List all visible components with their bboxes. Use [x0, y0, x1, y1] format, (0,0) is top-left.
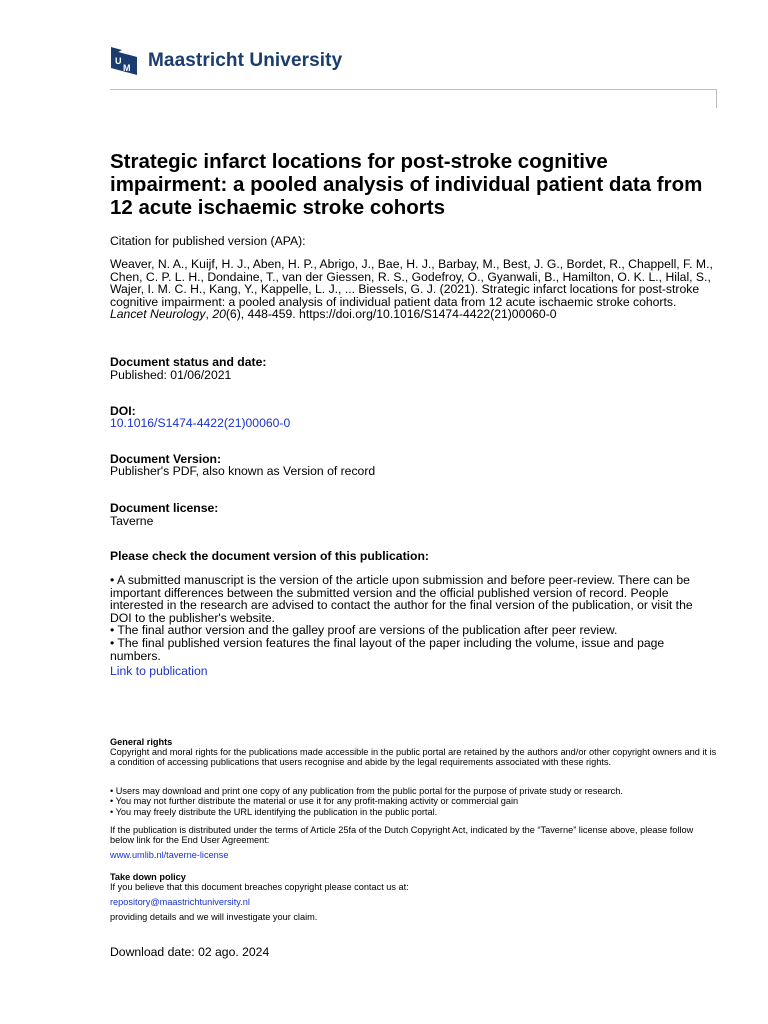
document-version-label: Document Version:: [110, 452, 222, 466]
document-title: Strategic infarct locations for post-stroke cognitive impairment: a pooled analysis of individual patient data from 12 acute ischaemic stroke cohorts: [110, 150, 703, 219]
general-rights-heading: General rights: [110, 737, 173, 747]
doi-link[interactable]: 10.1016/S1474-4422(21)00060-0: [110, 416, 291, 430]
download-date: Download date: 02 ago. 2024: [110, 945, 270, 959]
takedown-text-2: providing details and we will investigate your claim.: [110, 912, 318, 922]
logo-text: Maastricht University: [148, 50, 343, 71]
document-status-label: Document status and date:: [110, 355, 267, 369]
citation-label: Citation for published version (APA):: [110, 234, 306, 248]
citation-journal: Lancet Neurology: [110, 307, 206, 322]
document-status-value: Published: 01/06/2021: [110, 368, 232, 382]
document-version-value: Publisher's PDF, also known as Version of record: [110, 464, 376, 478]
citation-authors: Weaver, N. A., Kuijf, H. J., Aben, H. P., Abrigo, J., Bae, H. J., Barbay, M., Best, J. G., Bordet, R., Chappell, F. M., Chen, C. P. L. H., Dondaine, T., van der Giessen, R. S., Godefroy, O., Gyanwali, B., Hamilton, O. K. L., Hilal, S., Wajer, I. M. C. H., Kang, Y., Kappelle, L. J., ... Biessels, G. J. (2021).: [110, 257, 713, 297]
citation-issue-pages: (6), 448-459.: [225, 307, 296, 322]
citation-text: Weaver, N. A., Kuijf, H. J., Aben, H. P., Abrigo, J., Bae, H. J., Barbay, M., Best, J. G., Bordet, R., Chappell, F. M., Chen, C. P. L. H., Dondaine, T., van der Giessen, R. S., Godefroy, O., Gyanwali, B., Hamilton, O. K. L., Hilal, S., Wajer, I. M. C. H., Kang, Y., Kappelle, L. J., ... Biessels, G. J. (2021). Strategic infarct locations for post-stroke cognitive impairment: a pooled analysis of individual patient data from 12 acute ischaemic stroke cohorts. Lancet Neurology, 20(6), 448-459. https://doi.org/10.1016/S1474-4422(21)00060-0: [110, 257, 713, 322]
document-license-label: Document license:: [110, 501, 219, 515]
link-to-publication[interactable]: Link to publication: [110, 664, 208, 678]
doi-label: DOI:: [110, 404, 136, 418]
takedown-heading: Take down policy: [110, 872, 186, 882]
citation-doi-url: https://doi.org/10.1016/S1474-4422(21)00060-0: [299, 307, 557, 322]
check-bullet-published-version: • The final published version features the final layout of the paper including the volume, issue and page numbers.: [110, 635, 665, 663]
document-license-value: Taverne: [110, 514, 154, 528]
takedown-text: If you believe that this document breaches copyright please contact us at:: [110, 882, 409, 892]
header-divider-tick: [716, 89, 717, 108]
rights-bullet-url: • You may freely distribute the URL identifying the publication in the public portal.: [110, 806, 438, 817]
taverne-text: If the publication is distributed under the terms of Article 25fa of the Dutch Copyright Act, indicated by the “Taverne” license above, please follow below link for the End User Agreement:: [110, 825, 694, 846]
rights-bullet-download: • Users may download and print one copy of any publication from the public portal for the purpose of private study or research.: [110, 786, 623, 796]
university-logo-mark-icon: [110, 46, 138, 76]
logo-mark-letter-u: U: [115, 56, 122, 66]
check-bullet-author-version: • The final author version and the galley proof are versions of the publication after peer review.: [110, 623, 618, 638]
citation-article-title: Strategic infarct locations for post-stroke cognitive impairment: a pooled analysis of individual patient data from 12 acute ischaemic stroke cohorts.: [110, 282, 700, 309]
logo-mark-letter-m: M: [123, 63, 131, 73]
check-version-bullets: [110, 574, 716, 662]
university-logo: [110, 46, 342, 76]
takedown-email-link[interactable]: repository@maastrichtuniversity.nl: [110, 897, 250, 907]
taverne-license-link[interactable]: www.umlib.nl/taverne-license: [110, 850, 229, 860]
general-rights-bullets: [110, 786, 718, 817]
citation-volume: 20: [212, 307, 226, 322]
check-bullet-submitted: • A submitted manuscript is the version of the article upon submission and before peer-review. There can be important differences between the submitted version and the official published version of record. People interested in the research are advised to contact the author for the final version of the publication, or visit the DOI to the publisher's website.: [110, 573, 693, 625]
header-divider: [110, 89, 717, 90]
rights-bullet-no-distribute: • You may not further distribute the material or use it for any profit-making activity or commercial gain: [110, 796, 519, 807]
general-rights-text: Copyright and moral rights for the publications made accessible in the public portal are retained by the authors and/or other copyright owners and it is a condition of accessing publications that users recognise and abide by the legal requirements associated with these rights.: [110, 747, 717, 768]
check-version-heading: Please check the document version of this publication:: [110, 549, 429, 563]
